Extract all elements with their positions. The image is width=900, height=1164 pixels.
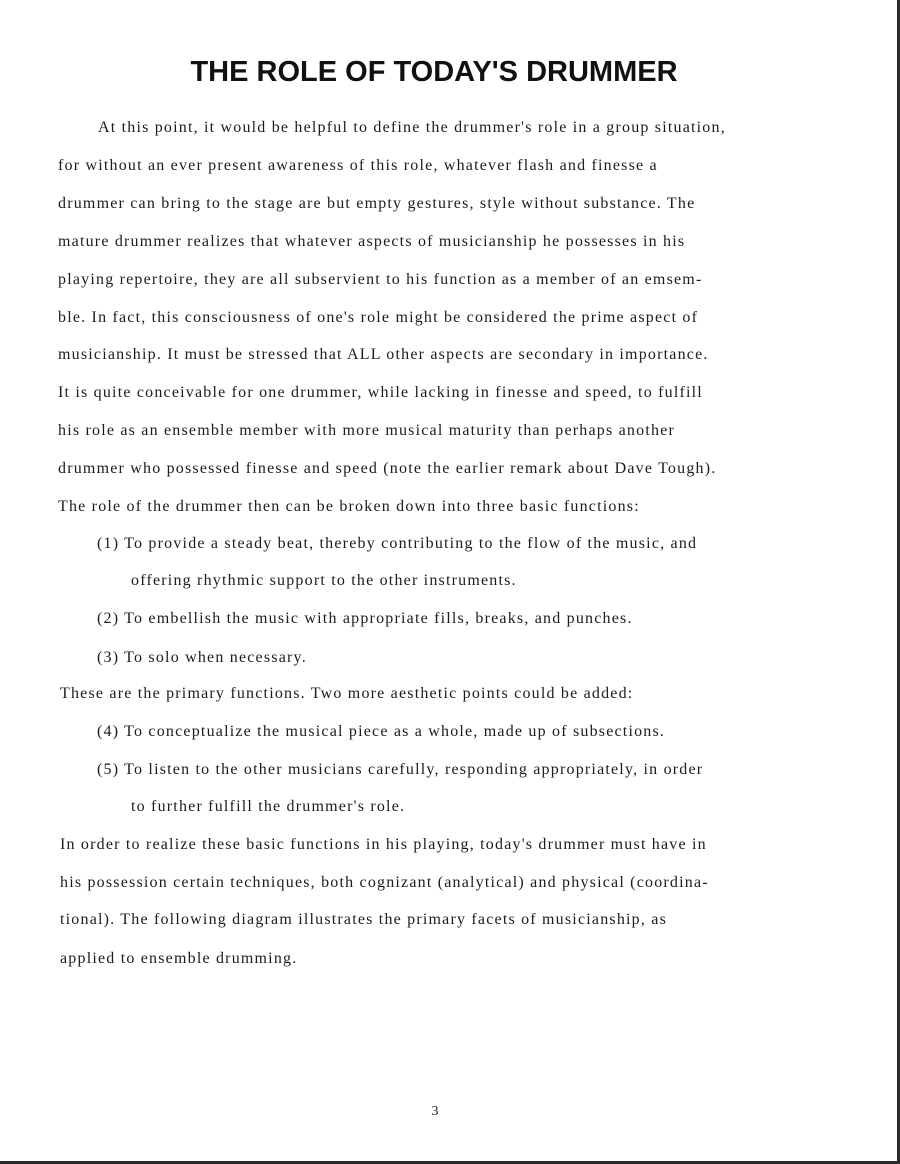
- body-line: In order to realize these basic functions in his playing, today's drummer must have in: [60, 836, 707, 853]
- page-number: 3: [431, 1104, 439, 1119]
- body-line: tional). The following diagram illustrates the primary facets of musicianship, as: [60, 911, 667, 928]
- body-line: It is quite conceivable for one drummer, while lacking in finesse and speed, to fulfill: [58, 384, 703, 401]
- body-line: At this point, it would be helpful to define the drummer's role in a group situation,: [98, 119, 726, 136]
- list-item-1-continuation: offering rhythmic support to the other instruments.: [131, 572, 517, 589]
- body-line: These are the primary functions. Two more aesthetic points could be added:: [60, 685, 634, 702]
- body-line: musicianship. It must be stressed that ALL other aspects are secondary in importance.: [58, 346, 709, 363]
- page-title: THE ROLE OF TODAY'S DRUMMER: [190, 56, 678, 88]
- body-line: his role as an ensemble member with more musical maturity than perhaps another: [58, 422, 675, 439]
- list-item-4: (4) To conceptualize the musical piece as a whole, made up of subsections.: [97, 723, 666, 740]
- list-item-3: (3) To solo when necessary.: [97, 649, 307, 666]
- body-line: applied to ensemble drumming.: [60, 950, 298, 967]
- body-line: playing repertoire, they are all subservient to his function as a member of an emsem-: [58, 271, 703, 288]
- body-line: ble. In fact, this consciousness of one's role might be considered the prime aspect of: [58, 309, 699, 326]
- list-item-2: (2) To embellish the music with appropriate fills, breaks, and punches.: [97, 610, 633, 627]
- body-line: drummer who possessed finesse and speed (note the earlier remark about Dave Tough).: [58, 460, 717, 477]
- body-line: mature drummer realizes that whatever aspects of musicianship he possesses in his: [58, 233, 686, 250]
- body-line: his possession certain techniques, both cognizant (analytical) and physical (coordina-: [60, 874, 709, 891]
- body-line: for without an ever present awareness of this role, whatever flash and finesse a: [58, 157, 658, 174]
- body-line: drummer can bring to the stage are but empty gestures, style without substance. The: [58, 195, 696, 212]
- list-item-1: (1) To provide a steady beat, thereby contributing to the flow of the music, and: [97, 535, 698, 552]
- body-line: The role of the drummer then can be broken down into three basic functions:: [58, 498, 640, 515]
- list-item-5-continuation: to further fulfill the drummer's role.: [131, 798, 406, 815]
- list-item-5: (5) To listen to the other musicians carefully, responding appropriately, in order: [97, 761, 704, 778]
